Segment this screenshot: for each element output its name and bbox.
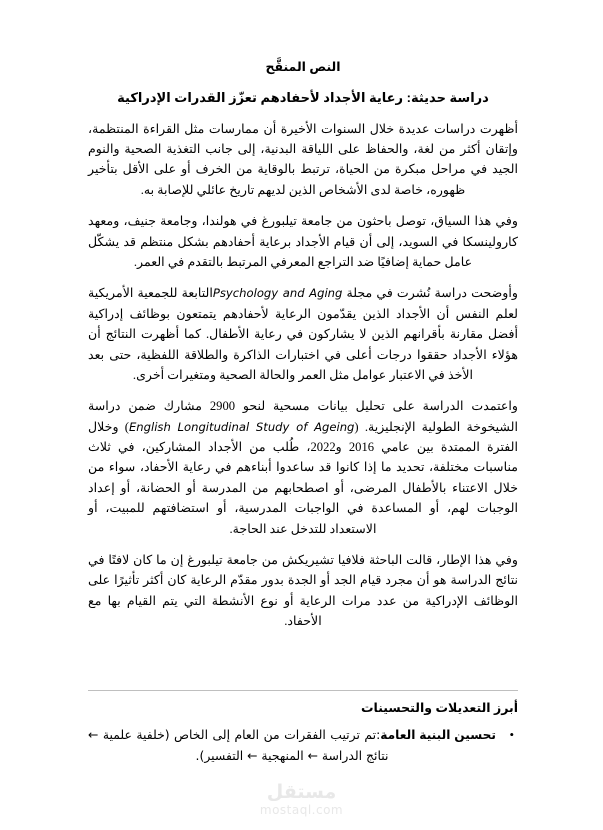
method-text-before: واعتمدت الدراسة على تحليل بيانات مسحية لنحو <box>235 399 518 414</box>
participant-count: 2900 <box>209 399 236 414</box>
method-text-after: ) وخلال الفترة الممتدة بين عامي <box>88 419 518 455</box>
paragraph-quote: وفي هذا الإطار، قالت الباحثة فلافيا تشيريكش من جامعة تيلبورغ إن ما كان لافتًا في نتائج الدراسة هو أن مجرد قيام الجد أو الجدة بدور مقدّم الرعاية كان أكثر تأثيرًا على الوظائف الإدراكية من عدد مرات الرعاية أو نوع الأنشطة التي يتم القيام بها مع الأحفاد. <box>88 553 518 629</box>
study-name: English Longitudinal Study of Ageing <box>128 419 355 434</box>
page-title: النص المنقَّح <box>265 60 341 74</box>
revision-notes-section <box>88 700 518 766</box>
revision-notes-list <box>88 725 518 766</box>
document-body <box>88 58 518 643</box>
section-divider <box>88 690 518 691</box>
year-end: 2022 <box>310 440 336 455</box>
journal-text-after: التابعة للجمعية الأمريكية لعلم النفس أن الأجداد الذين يقدّمون الرعاية لأحفادهم يتمتعون بوظائف إدراكية أفضل مقارنة بأقرانهم الذين لا يشاركون في رعاية الأطفال. كما أظهرت النتائج أن هؤلاء الأجداد حققوا درجات أعلى في اختبارات الذاكرة والطلاقة اللفظية، حتى بعد الأخذ في الاعتبار عوامل مثل العمر والحالة الصحية ومتغيرات أخرى. <box>88 286 518 382</box>
watermark-latin: mostaql.com <box>259 802 344 817</box>
year-start: 2016 <box>348 440 375 455</box>
method-text-mid: مشارك ضمن دراسة الشيخوخة الطولية الإنجليزية. ( <box>88 399 518 434</box>
journal-name: Psychology and Aging <box>212 286 343 301</box>
revision-item-lead: تحسين البنية العامة <box>380 728 496 742</box>
journal-text-before: وأوضحت دراسة نُشرت في مجلة <box>342 286 518 301</box>
paragraph-methodology <box>88 396 518 539</box>
revision-notes-heading: أبرز التعديلات والتحسينات <box>360 701 518 715</box>
watermark <box>0 782 603 817</box>
article-heading: دراسة حديثة: رعاية الأجداد لأحفادهم تعزّز القدرات الإدراكية <box>117 90 489 106</box>
paragraph-journal <box>88 283 518 385</box>
watermark-arabic: مستقل <box>266 781 337 803</box>
revision-item-body: :تم ترتيب الفقرات من العام إلى الخاص (خلفية علمية ← نتائج الدراسة ← المنهجية ← التفسير). <box>88 727 389 763</box>
method-text-and: و <box>335 440 349 455</box>
list-item <box>88 725 518 766</box>
paragraph-researchers: وفي هذا السياق، توصل باحثون من جامعة تيلبورغ في هولندا، وجامعة جنيف، ومعهد كارولينسكا في السويد، إلى أن قيام الأجداد برعاية أحفادهم بشكل منتظم قد يشكّل عامل حماية إضافيًا ضد التراجع المعرفي المرتبط بالتقدم في العمر. <box>88 214 518 269</box>
paragraph-intro: أظهرت دراسات عديدة خلال السنوات الأخيرة أن ممارسات مثل القراءة المنتظمة، وإتقان أكثر من لغة، والحفاظ على اللياقة البدنية، إلى جانب التغذية الصحية والنوم الجيد في مراحل مبكرة من الحياة، ترتبط بالوقاية من الخرف أو على الأقل بتأخير ظهوره، خاصة لدى الأشخاص الذين لديهم تاريخ عائلي للإصابة به. <box>88 121 518 197</box>
method-text-tail: ، طُلب من الأجداد المشاركين، في ثلاث مناسبات مختلفة، تحديد ما إذا كانوا قد ساعدوا أبناءهم في رعاية الأحفاد، سواء من خلال الاعتناء بالأطفال المرضى، أو اصطحابهم من المدرسة أو الحضانة، أو إعداد الوجبات لهم، أو المساعدة في الواجبات المدرسية، أو استضافتهم للمبيت، أو الاستعداد للتدخل عند الحاجة. <box>88 440 518 536</box>
